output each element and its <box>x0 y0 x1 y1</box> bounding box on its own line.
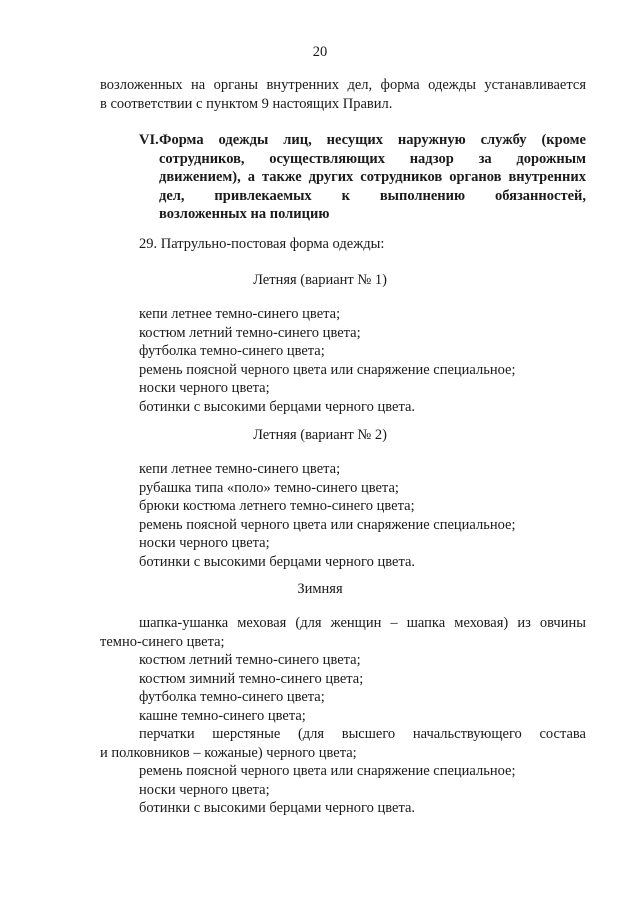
winter-hat-line: шапка-ушанка меховая (для женщин – шапка меховая) из овчины <box>139 615 586 631</box>
list-item: ремень поясной черного цвета или снаряжение специальное; <box>139 516 516 533</box>
list-item: кепи летнее темно-синего цвета; <box>139 306 341 322</box>
list-item: кепи летнее темно-синего цвета; <box>139 461 341 477</box>
list-item: кашне темно-синего цвета; <box>139 707 306 724</box>
section-title-line-5: возложенных на полицию <box>159 206 330 222</box>
section-title-line-1: Форма одежды лиц, несущих наружную службу (кроме <box>159 132 586 148</box>
section-number: VI. <box>139 132 159 148</box>
winter-hat-continuation: темно-синего цвета; <box>100 633 225 650</box>
section-title-line-3: движением), а также других сотрудников органов внутренних <box>159 169 586 185</box>
list-item: ботинки с высокими берцами черного цвета. <box>139 800 416 816</box>
summer-variant-1-list <box>139 305 586 416</box>
winter-gloves-line: перчатки шерстяные (для высшего начальствующего состава <box>139 726 586 742</box>
list-item: футболка темно-синего цвета; <box>139 343 325 359</box>
summer-variant-2-title: Летняя (вариант № 2) <box>253 427 387 443</box>
list-item: костюм зимний темно-синего цвета; <box>139 670 364 687</box>
item-29: 29. Патрульно-постовая форма одежды: <box>139 236 385 252</box>
list-item: брюки костюма летнего темно-синего цвета; <box>139 498 415 514</box>
list-item: костюм летний темно-синего цвета; <box>139 652 361 668</box>
list-item: ботинки с высокими берцами черного цвета. <box>139 398 416 415</box>
winter-gloves-item <box>100 725 586 762</box>
winter-hat-item <box>100 614 586 651</box>
list-item: футболка темно-синего цвета; <box>139 689 325 705</box>
intro-paragraph <box>100 76 586 113</box>
intro-line-1: возложенных на органы внутренних дел, форма одежды устанавливается <box>100 77 586 93</box>
summer-variant-2-list <box>139 460 586 571</box>
section-title-line-4: дел, привлекаемых к выполнению обязанностей, <box>159 187 586 204</box>
intro-line-2: в соответствии с пунктом 9 настоящих Правил. <box>100 95 393 112</box>
page-number: 20 <box>312 44 328 60</box>
list-item: костюм летний темно-синего цвета; <box>139 324 361 341</box>
list-item: носки черного цвета; <box>139 781 270 798</box>
winter-title: Зимняя <box>297 581 343 597</box>
winter-list-a <box>139 651 586 725</box>
section-heading <box>139 131 586 224</box>
section-title-line-2: сотрудников, осуществляющих надзор за дорожным <box>159 150 586 167</box>
winter-gloves-continuation: и полковников – кожаные) черного цвета; <box>100 744 357 761</box>
list-item: носки черного цвета; <box>139 535 270 551</box>
list-item: рубашка типа «поло» темно-синего цвета; <box>139 479 399 496</box>
winter-list-b <box>139 762 586 818</box>
summer-variant-1-title: Летняя (вариант № 1) <box>253 272 387 288</box>
list-item: ремень поясной черного цвета или снаряжение специальное; <box>139 361 516 378</box>
list-item: ботинки с высокими берцами черного цвета. <box>139 553 416 570</box>
section-title <box>159 131 586 224</box>
list-item: ремень поясной черного цвета или снаряжение специальное; <box>139 763 516 779</box>
list-item: носки черного цвета; <box>139 380 270 396</box>
